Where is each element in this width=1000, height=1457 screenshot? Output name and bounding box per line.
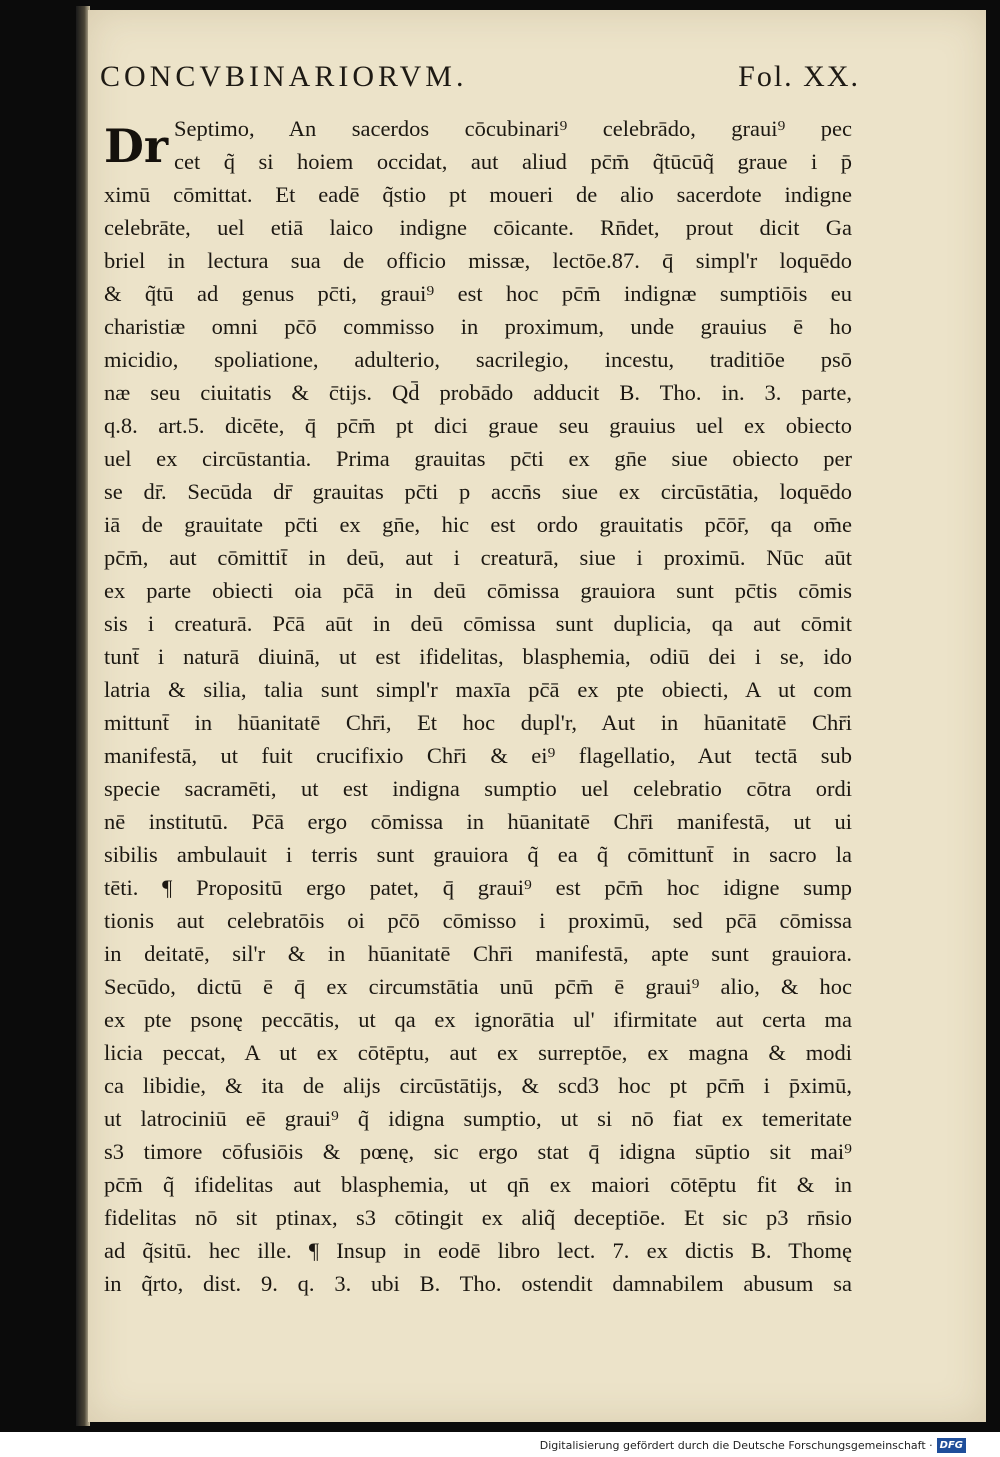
digitization-credit — [540, 1436, 966, 1454]
text-line: pc̄m̄ q̃ ifidelitas aut blasphemia, ut qn̄ ex maiori cōtēptu fit & in — [104, 1172, 852, 1197]
text-line: uel ex circūstantia. Prima grauitas pc̄ti ex gn̄e siue obiecto per — [104, 446, 852, 471]
text-line: tionis aut celebratōis oi pc̄ō cōmisso i proximū, sed pc̄ā cōmissa — [104, 908, 852, 933]
text-line: ca libidie, & ita de alijs circūstātijs, & scd3 hoc pt pc̄m̄ i p̄ximū, — [104, 1073, 852, 1098]
decorated-initial: Dr — [104, 119, 169, 173]
text-line: cet q̃ si hoiem occidat, aut aliud pc̄m̄ q̃tūcūq̃ graue i p̄ — [174, 149, 852, 174]
text-lines — [104, 112, 852, 1300]
body-text — [104, 112, 852, 1300]
text-line: næ seu ciuitatis & c̄tijs. Qd̄ probādo adducit B. Tho. in. 3. parte, — [104, 380, 852, 405]
text-line: ad q̃sitū. hec ille. ¶ Insup in eodē libro lect. 7. ex dictis B. Thomę — [104, 1238, 852, 1263]
dfg-logo: DFG — [937, 1438, 966, 1453]
text-line: tunt̄ i naturā diuinā, ut est ifidelitas, blasphemia, odiū dei i se, ido — [104, 644, 852, 669]
text-line: nē institutū. Pc̄ā ergo cōmissa in hūanitatē Chr̄i manifestā, ut ui — [104, 809, 852, 834]
text-line: sibilis ambulauit i terris sunt grauiora q̃ ea q̃ cōmittunt̄ in sacro la — [104, 842, 852, 867]
text-line: Septimo, An sacerdos cōcubinari⁹ celebrādo, graui⁹ pec — [174, 116, 852, 141]
text-line: fidelitas nō sit ptinax, s3 cōtingit ex aliq̃ deceptiōe. Et sic p3 rn̄sio — [104, 1205, 852, 1230]
running-title: CONCVBINARIORVM. — [100, 60, 468, 93]
text-line: briel in lectura sua de officio missæ, lectōe.87. q̄ simpl'r loquēdo — [104, 248, 852, 273]
text-line: iā de grauitate pc̄ti ex gn̄e, hic est ordo grauitatis pc̄ōr̄, qa om̄e — [104, 512, 852, 537]
text-line: specie sacramēti, ut est indigna sumptio uel celebratio cōtra ordi — [104, 776, 852, 801]
text-line: sis i creaturā. Pc̄ā aūt in deū cōmissa sunt duplicia, qa aut cōmit — [104, 611, 852, 636]
text-line: tēti. ¶ Propositū ergo patet, q̄ graui⁹ est pc̄m̄ hoc idigne sump — [104, 875, 852, 900]
text-line: licia peccat, A ut ex cōtēptu, aut ex surreptōe, ex magna & modi — [104, 1040, 852, 1065]
text-line: ex pte psonę peccātis, ut qa ex ignorātia ul' ifirmitate aut certa ma — [104, 1007, 852, 1032]
text-line: pc̄m̄, aut cōmittit̄ in deū, aut i creaturā, siue i proximū. Nūc aūt — [104, 545, 852, 570]
text-line: ximū cōmittat. Et eadē q̃stio pt moueri de alio sacerdote indigne — [104, 182, 852, 207]
text-line: manifestā, ut fuit crucifixio Chr̄i & ei⁹ flagellatio, Aut tectā sub — [104, 743, 852, 768]
text-line: micidio, spoliatione, adulterio, sacrilegio, incestu, traditiōe psō — [104, 347, 852, 372]
text-line: Secūdo, dictū ē q̄ ex circumstātia unū pc̄m̄ ē graui⁹ alio, & hoc — [104, 974, 852, 999]
folio-number: Fol. XX. — [738, 60, 860, 93]
page-header — [100, 60, 860, 104]
text-line: & q̃tū ad genus pc̄ti, graui⁹ est hoc pc̄m̄ indignæ sumptiōis eu — [104, 281, 852, 306]
text-line: ex parte obiecti oia pc̄ā in deū cōmissa grauiora sunt pc̄tis cōmis — [104, 578, 852, 603]
text-line: latria & silia, talia sunt simpl'r maxīa pc̄ā ex pte obiecti, A ut com — [104, 677, 852, 702]
text-line: celebrāte, uel etiā laico indigne cōicante. Rn̄det, prout dicit Ga — [104, 215, 852, 240]
text-line: in q̃rto, dist. 9. q. 3. ubi B. Tho. ostendit damnabilem abusum sa — [104, 1271, 852, 1296]
text-line: s3 timore cōfusiōis & pœnę, sic ergo stat q̄ idigna sūptio sit mai⁹ — [104, 1139, 852, 1164]
text-line: mittunt̄ in hūanitatē Chr̄i, Et hoc dupl'r, Aut in hūanitatē Chr̄i — [104, 710, 852, 735]
text-line: ut latrociniū eē graui⁹ q̃ idigna sumptio, ut si nō fiat ex temeritate — [104, 1106, 852, 1131]
text-line: se dr̄. Secūda dr̄ grauitas pc̄ti p accn̄s siue ex circūstātia, loquēdo — [104, 479, 852, 504]
text-line: in deitatē, sil'r & in hūanitatē Chr̄i manifestā, apte sunt grauiora. — [104, 941, 852, 966]
credit-text: Digitalisierung gefördert durch die Deutsche Forschungsgemeinschaft · — [539, 1438, 933, 1452]
text-line: charistiæ omni pc̄ō commisso in proximum, unde grauius ē ho — [104, 314, 852, 339]
text-line: q.8. art.5. dicēte, q̄ pc̄m̄ pt dici graue seu grauius uel ex obiecto — [104, 413, 852, 438]
